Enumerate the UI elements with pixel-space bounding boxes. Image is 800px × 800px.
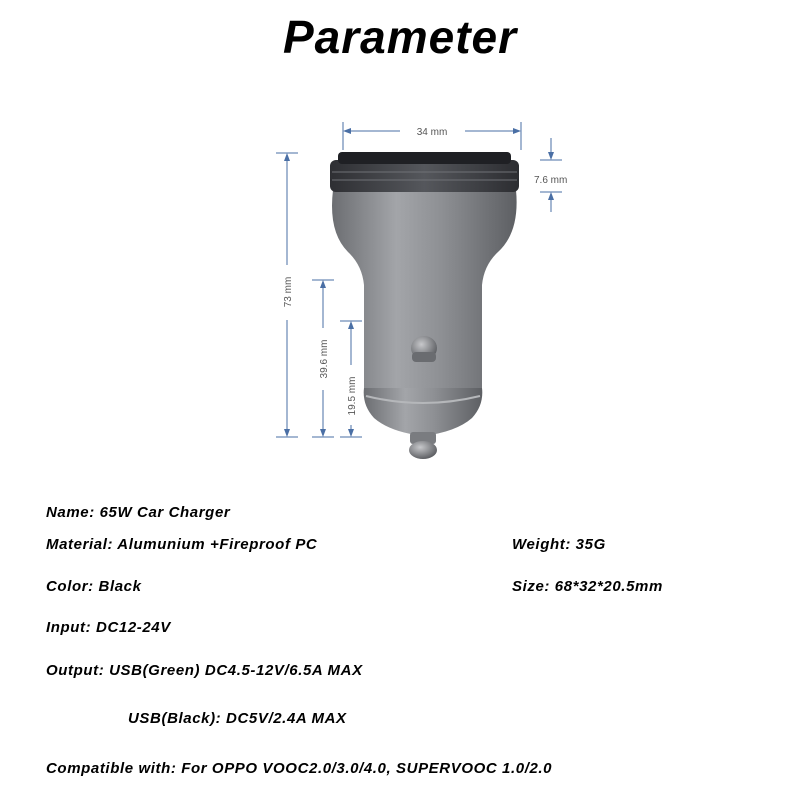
dim-cap-label: 7.6 mm	[534, 175, 568, 186]
spec-weight: Weight: 35G	[512, 536, 606, 553]
dim-width-label: 34 mm	[416, 127, 448, 138]
spec-input: Input: DC12-24V	[46, 619, 171, 636]
dim-lower-label: 39.6 mm	[319, 339, 330, 379]
spec-color: Color: Black	[46, 578, 142, 595]
spec-compatible: Compatible with: For OPPO VOOC2.0/3.0/4.0, SUPERVOOC 1.0/2.0	[46, 760, 553, 777]
dim-total-label: 73 mm	[283, 276, 294, 308]
dim-tip-label: 19.5 mm	[347, 376, 358, 416]
page-title: Parameter	[282, 11, 518, 63]
spec-size: Size: 68*32*20.5mm	[512, 578, 663, 595]
spec-output: Output: USB(Green) DC4.5-12V/6.5A MAX	[46, 662, 363, 679]
spec-material: Material: Alumunium +Fireproof PC	[46, 536, 318, 553]
spec-name: Name: 65W Car Charger	[46, 504, 231, 521]
spec-output-black: USB(Black): DC5V/2.4A MAX	[128, 710, 347, 727]
car-charger-image	[330, 152, 519, 459]
